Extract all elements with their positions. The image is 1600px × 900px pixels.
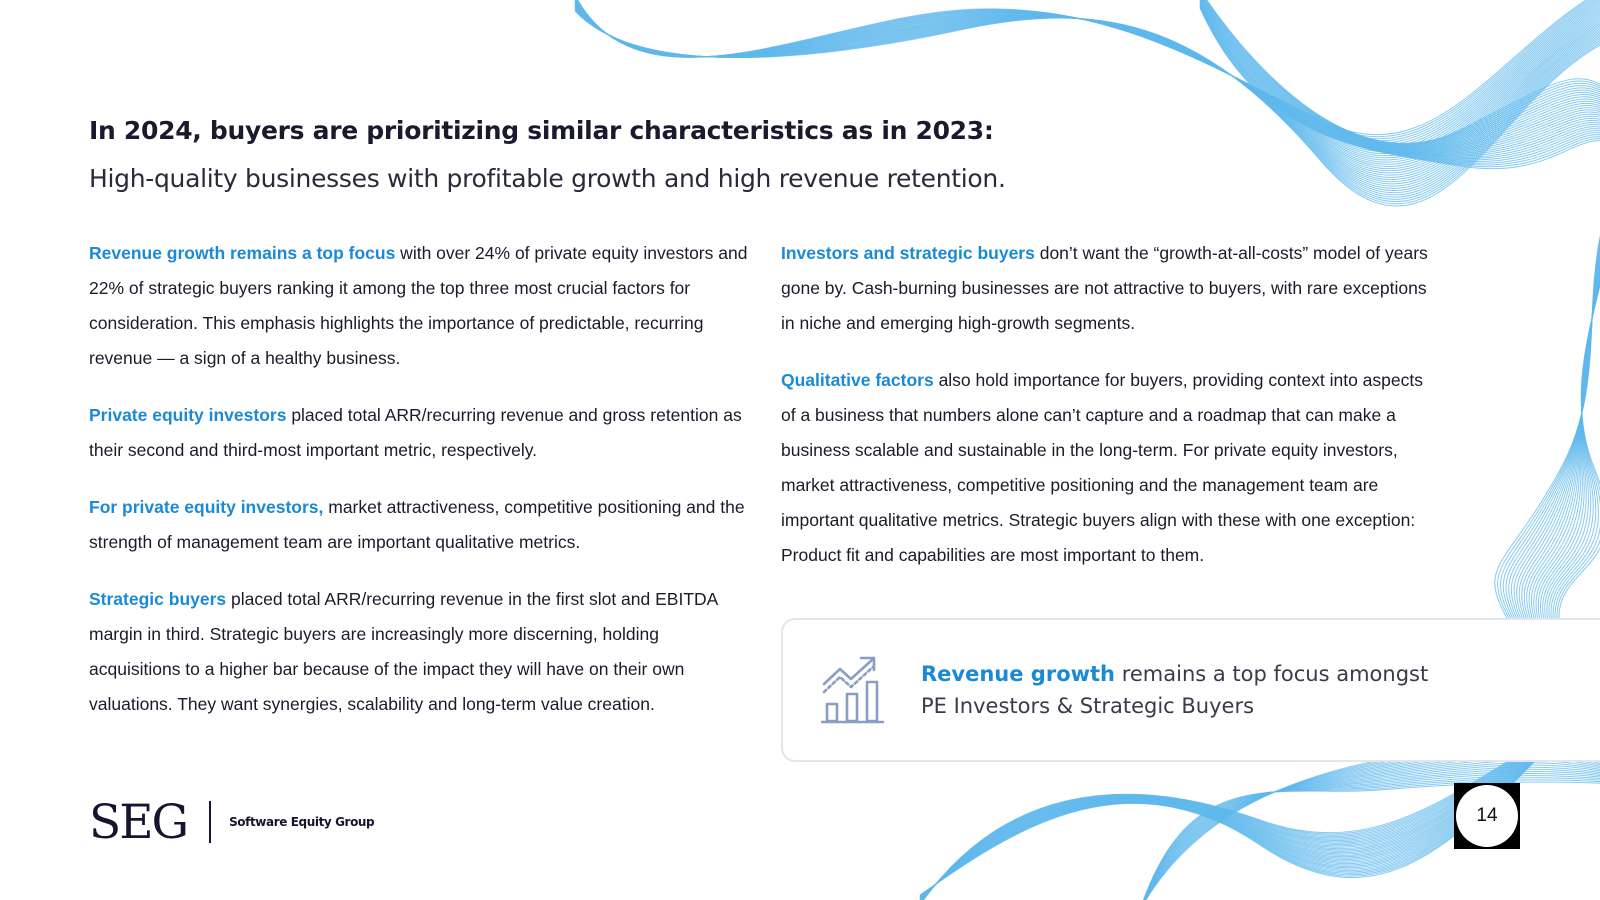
paragraph-pe-qualitative (89, 490, 754, 560)
paragraph-revenue-growth (89, 236, 754, 376)
paragraph-body: also hold importance for buyers, providing context into aspects of a business that numbers alone can’t capture and a roadmap that can make a business scalable and sustainable in the long-term. For private equity investors, market attractiveness, competitive positioning and the management team are important qualitative metrics. Strategic buyers align with these with one exception: Product fit and capabilities are most important to them. (781, 370, 1423, 565)
paragraph-highlight: Investors and strategic buyers (781, 243, 1035, 263)
callout-highlight: Revenue growth (921, 662, 1116, 686)
callout-body: remains a top focus amongst PE Investors & Strategic Buyers (921, 662, 1429, 718)
callout-text (921, 658, 1441, 722)
paragraph-highlight: Revenue growth remains a top focus (89, 243, 396, 263)
right-text-column (781, 236, 1441, 595)
page-number-badge (1454, 783, 1520, 849)
paragraph-highlight: Strategic buyers (89, 589, 227, 609)
paragraph-strategic-buyers (89, 582, 754, 722)
paragraph-body: placed total ARR/recurring revenue and gross retention as their second and third-most important metric, respectively. (89, 405, 742, 460)
callout-box (781, 618, 1600, 762)
paragraph-growth-at-all-costs (781, 236, 1441, 341)
page-subheading: High-quality businesses with profitable growth and high revenue retention. (89, 164, 1006, 193)
paragraph-body: market attractiveness, competitive positioning and the strength of management team are important qualitative metrics. (89, 497, 745, 552)
paragraph-body: with over 24% of private equity investors and 22% of strategic buyers ranking it among the top three most crucial factors for consideration. This emphasis highlights the importance of predictable, recurring revenue — a sign of a healthy business. (89, 243, 748, 368)
paragraph-highlight: Qualitative factors (781, 370, 934, 390)
page-heading: In 2024, buyers are prioritizing similar characteristics as in 2023: (89, 116, 994, 145)
logo-company-name: Software Equity Group (229, 815, 375, 829)
seg-logo (89, 794, 375, 850)
left-text-column (89, 236, 754, 744)
paragraph-highlight: Private equity investors (89, 405, 287, 425)
paragraph-qualitative-factors (781, 363, 1441, 573)
growth-chart-icon (821, 654, 885, 724)
page-number: 14 (1456, 785, 1518, 847)
paragraph-body: placed total ARR/recurring revenue in the first slot and EBITDA margin in third. Strategic buyers are increasingly more discerning, holding acquisitions to a higher bar because of the impact they will have on their own valuations. They want synergies, scalability and long-term value creation. (89, 589, 718, 714)
paragraph-highlight: For private equity investors, (89, 497, 324, 517)
logo-mark: SEG (89, 794, 188, 850)
logo-divider (209, 801, 211, 843)
paragraph-private-equity (89, 398, 754, 468)
paragraph-body: don’t want the “growth-at-all-costs” model of years gone by. Cash-burning businesses are not attractive to buyers, with rare exceptions in niche and emerging high-growth segments. (781, 243, 1428, 333)
